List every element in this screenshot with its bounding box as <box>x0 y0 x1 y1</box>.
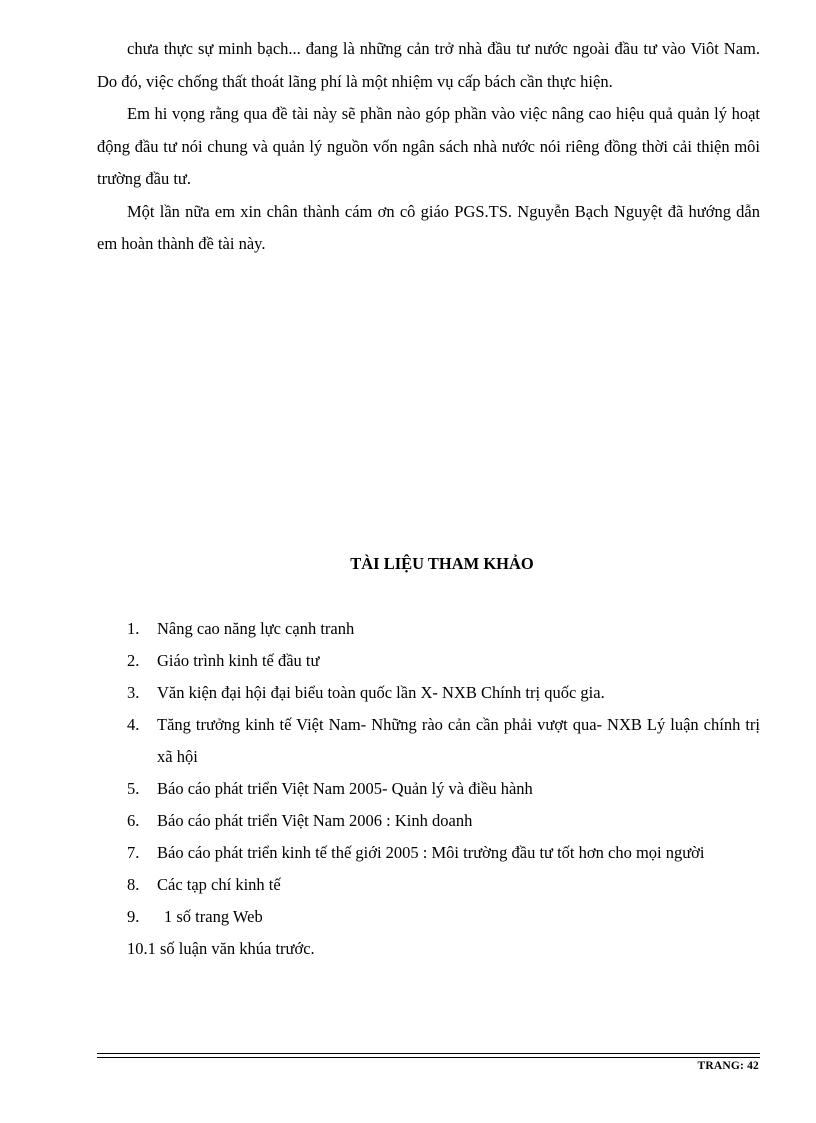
reference-text: Báo cáo phát triển Việt Nam 2006 : Kinh doanh <box>157 811 473 830</box>
reference-text: 1 số luận văn khúa trước. <box>147 939 315 958</box>
footer-divider <box>97 1053 760 1058</box>
reference-item <box>97 709 760 773</box>
reference-number: 9. <box>127 907 140 926</box>
reference-item <box>97 869 760 901</box>
reference-text: Tăng trưởng kinh tế Việt Nam- Những rào cản cần phải vượt qua- NXB Lý luận chính trị xã hội <box>157 715 760 766</box>
reference-text: Nâng cao năng lực cạnh tranh <box>157 619 355 638</box>
reference-number: 8. <box>127 875 140 894</box>
reference-text: Văn kiện đại hội đại biểu toàn quốc lần X- NXB Chính trị quốc gia. <box>157 683 605 702</box>
reference-text: Báo cáo phát triển kinh tế thế giới 2005 : Môi trường đầu tư tốt hơn cho mọi người <box>157 843 705 862</box>
reference-item <box>97 613 760 645</box>
reference-item <box>97 933 760 965</box>
reference-text: Các tạp chí kinh tế <box>157 875 281 894</box>
reference-item <box>97 677 760 709</box>
reference-number: 4. <box>127 715 140 734</box>
reference-number: 6. <box>127 811 140 830</box>
paragraph: Một lần nữa em xin chân thành cám ơn cô giáo PGS.TS. Nguyễn Bạch Nguyệt đã hướng dẫn em hoàn thành đề tài này. <box>97 201 760 253</box>
references-title: TÀI LIỆU THAM KHẢO <box>350 554 534 573</box>
paragraph: Em hi vọng rằng qua đề tài này sẽ phần nào góp phần vào việc nâng cao hiệu quả quản lý hoạt động đầu tư nói chung và quản lý nguồn vốn ngân sách nhà nước nói riêng đồng thời cải thiện môi trường đầu tư. <box>97 104 760 188</box>
reference-number: 5. <box>127 779 140 798</box>
reference-text: 1 số trang Web <box>164 907 263 926</box>
reference-text: Báo cáo phát triển Việt Nam 2005- Quản lý và điều hành <box>157 779 533 798</box>
reference-number: 3. <box>127 683 140 702</box>
reference-item <box>97 901 760 933</box>
reference-item <box>97 805 760 837</box>
body-text <box>97 33 760 261</box>
reference-item <box>97 645 760 677</box>
reference-text: Giáo trình kinh tế đầu tư <box>157 651 320 670</box>
reference-number: 1. <box>127 619 140 638</box>
page-number: TRANG: 42 <box>697 1060 759 1072</box>
reference-item <box>97 773 760 805</box>
reference-number: 2. <box>127 651 140 670</box>
reference-item <box>97 837 760 869</box>
reference-number: 7. <box>127 843 140 862</box>
references-list <box>97 613 760 965</box>
reference-number: 10. <box>127 939 148 958</box>
paragraph: chưa thực sự minh bạch... đang là những cản trở nhà đầu tư nước ngoài đầu tư vào Viôt Nam. Do đó, việc chống thất thoát lãng phí là một nhiệm vụ cấp bách cần thực hiện. <box>97 39 760 91</box>
